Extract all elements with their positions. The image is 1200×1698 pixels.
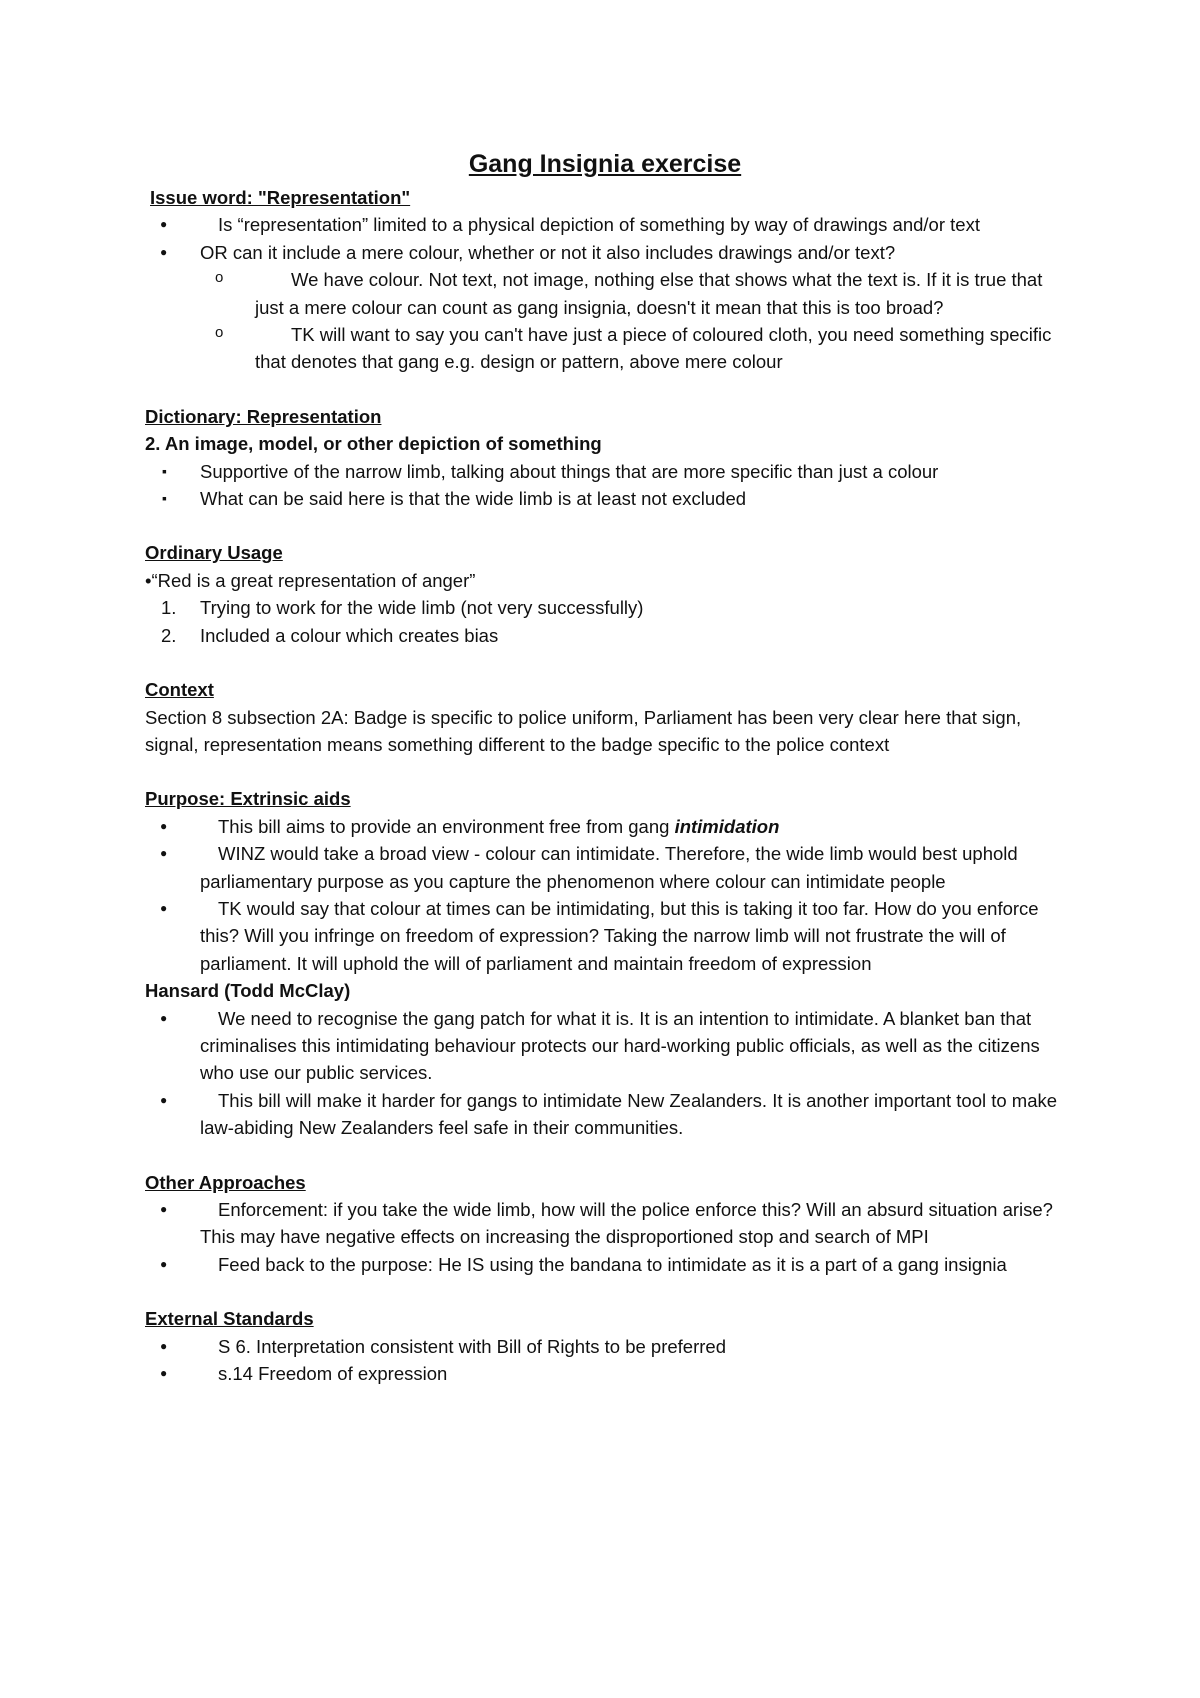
ordinary-usage-quote: • “Red is a great representation of anger” — [145, 567, 1065, 594]
list-item: ▪ What can be said here is that the wide limb is at least not excluded — [145, 485, 1065, 512]
list-item: ▪ Supportive of the narrow limb, talking about things that are more specific than just a colour — [145, 458, 1065, 485]
list-item: ● Is “representation” limited to a physical depiction of something by way of drawings and/or text — [145, 211, 1065, 238]
page-title: Gang Insignia exercise — [468, 150, 742, 178]
list-item: ● WINZ would take a broad view - colour can intimidate. Therefore, the wide limb would best uphold parliamentary purpose as you capture the phenomenon where colour can intimidate people — [145, 840, 1065, 895]
list-item: ● We need to recognise the gang patch for what it is. It is an intention to intimidate. A blanket ban that criminalises this intimidating behaviour protects our hard-working public officials, as well as the citizens who use our public services. — [145, 1005, 1065, 1087]
numbered-item: 1. Trying to work for the wide limb (not very successfully) — [161, 597, 644, 619]
ordinary-usage-list — [145, 594, 1065, 649]
list-item: ● s.14 Freedom of expression — [145, 1360, 1065, 1387]
context-heading: Context — [145, 679, 214, 701]
other-approaches-heading: Other Approaches — [145, 1171, 306, 1193]
sub-list-item: o TK will want to say you can't have just a piece of coloured cloth, you need something specific that denotes that gang e.g. design or pattern, above mere colour — [145, 321, 1065, 376]
external-standards-list — [145, 1333, 1065, 1388]
hansard-heading: Hansard (Todd McClay) — [145, 980, 351, 1002]
list-item: ● This bill aims to provide an environment free from gang intimidation — [145, 813, 1065, 840]
issue-heading: Issue word: "Representation" — [150, 187, 411, 208]
dictionary-definition: 2. An image, model, or other depiction of something — [145, 433, 602, 455]
numbered-item: 2. Included a colour which creates bias — [161, 624, 499, 646]
list-item: ● Feed back to the purpose: He IS using the bandana to intimidate as it is a part of a gang insignia — [145, 1251, 1065, 1278]
list-item: ● This bill will make it harder for gangs to intimidate New Zealanders. It is another important tool to make law-abiding New Zealanders feel safe in their communities. — [145, 1087, 1065, 1142]
ordinary-usage-heading: Ordinary Usage — [145, 542, 283, 564]
list-item: ● S 6. Interpretation consistent with Bill of Rights to be preferred — [145, 1333, 1065, 1360]
sub-list-item: o We have colour. Not text, not image, nothing else that shows what the text is. If it is true that just a mere colour can count as gang insignia, doesn't it mean that this is too broad? — [145, 266, 1065, 321]
list-item: ● Enforcement: if you take the wide limb, how will the police enforce this? Will an absurd situation arise? This may have negative effects on increasing the disproportioned stop and search of MPI — [145, 1196, 1065, 1251]
dictionary-list — [145, 458, 1065, 513]
dictionary-heading: Dictionary: Representation — [145, 405, 382, 427]
external-standards-heading: External Standards — [145, 1308, 314, 1330]
other-approaches-list — [145, 1196, 1065, 1278]
purpose-heading: Purpose: Extrinsic aids — [145, 788, 351, 810]
list-item: ● TK would say that colour at times can be intimidating, but this is taking it too far. How do you enforce this? Will you infringe on freedom of expression? Taking the narrow limb will not frustrate the will of parliament. It will uphold the will of parliament and maintain freedom of expression — [145, 895, 1065, 977]
purpose-list — [145, 813, 1065, 977]
hansard-list — [145, 1005, 1065, 1142]
list-item: ● OR can it include a mere colour, whether or not it also includes drawings and/or text? — [145, 239, 1065, 266]
issue-list — [145, 211, 1065, 375]
document-page — [145, 148, 1065, 1387]
context-text: Section 8 subsection 2A: Badge is specific to police uniform, Parliament has been very clear here that sign, signal, representation means something different to the badge specific to the police context — [145, 706, 1022, 755]
